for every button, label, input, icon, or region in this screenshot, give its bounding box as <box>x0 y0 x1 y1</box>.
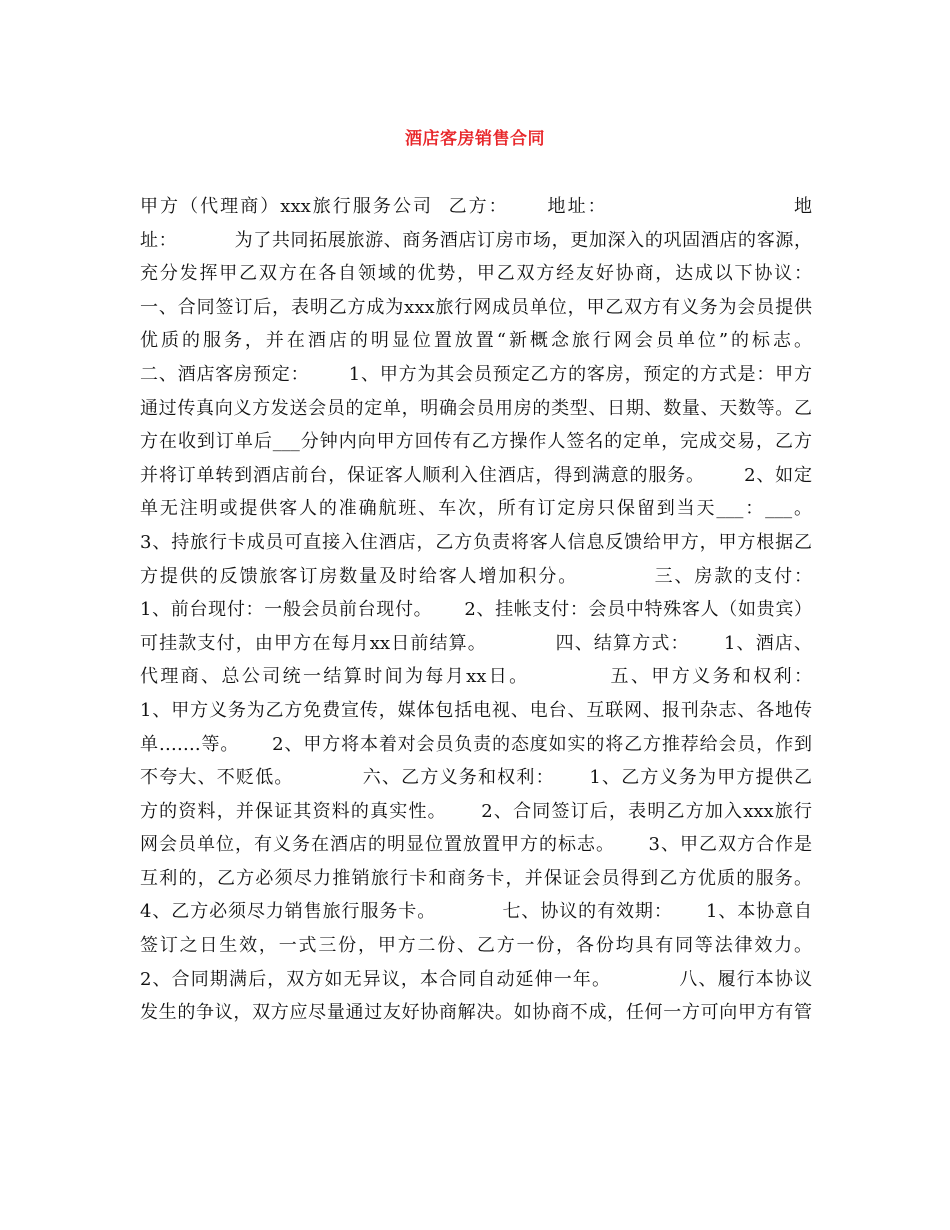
body-line: 代理商、总公司统一结算时间为每月xx日。 五、甲方义务和权利： <box>140 666 812 688</box>
body-line: 1、甲方义务为乙方免费宣传，媒体包括电视、电台、互联网、报刊杂志、各地传 <box>140 699 812 721</box>
body-line: 二、酒店客房预定： 1、甲方为其会员预定乙方的客房，预定的方式是：甲方 <box>140 363 812 385</box>
body-line: 互利的，乙方必须尽力推销旅行卡和商务卡，并保证会员得到乙方优质的服务。 <box>140 867 812 889</box>
body-line: 可挂款支付，由甲方在每月xx日前结算。 四、结算方式： 1、酒店、 <box>140 632 812 654</box>
body-line: 一、合同签订后，表明乙方成为xxx旅行网成员单位，甲乙双方有义务为会员提供 <box>140 296 812 318</box>
body-line: 3、持旅行卡成员可直接入住酒店，乙方负责将客人信息反馈给甲方，甲方根据乙 <box>140 531 812 553</box>
body-line: 4、乙方必须尽力销售旅行服务卡。 七、协议的有效期： 1、本协意自 <box>140 901 812 923</box>
body-line: 方的资料，并保证其资料的真实性。 2、合同签订后，表明乙方加入xxx旅行 <box>140 800 812 822</box>
body-line: 单…….等。 2、甲方将本着对会员负责的态度如实的将乙方推荐给会员，作到 <box>140 733 812 755</box>
body-line: 址： 为了共同拓展旅游、商务酒店订房市场，更加深入的巩固酒店的客源， <box>140 229 812 251</box>
body-line: 单无注明或提供客人的准确航班、车次，所有订定房只保留到当天___：___。 <box>140 498 812 520</box>
body-line: 通过传真向义方发送会员的定单，明确会员用房的类型、日期、数量、天数等。乙 <box>140 397 812 419</box>
body-line: 甲方（代理商）xxx旅行服务公司 乙方： 地址： 地 <box>140 196 812 217</box>
body-line: 网会员单位，有义务在酒店的明显位置放置甲方的标志。 3、甲乙双方合作是 <box>140 834 812 856</box>
body-line: 并将订单转到酒店前台，保证客人顺利入住酒店，得到满意的服务。 2、如定 <box>140 464 812 486</box>
body-line: 方在收到订单后___分钟内向甲方回传有乙方操作人签名的定单，完成交易，乙方 <box>140 431 812 453</box>
document-title: 酒店客房销售合同 <box>405 129 545 149</box>
body-line: 1、前台现付：一般会员前台现付。 2、挂帐支付：会员中特殊客人（如贵宾） <box>140 599 812 621</box>
body-line: 优质的服务，并在酒店的明显位置放置“新概念旅行网会员单位”的标志。 <box>140 330 812 352</box>
body-line: 发生的争议，双方应尽量通过友好协商解决。如协商不成，任何一方可向甲方有管 <box>140 1002 812 1024</box>
body-line: 2、合同期满后，双方如无异议，本合同自动延伸一年。 八、履行本协议 <box>140 968 812 990</box>
body-line: 充分发挥甲乙双方在各自领域的优势，甲乙双方经友好协商，达成以下协议： <box>140 263 812 285</box>
body-line: 不夸大、不贬低。 六、乙方义务和权利： 1、乙方义务为甲方提供乙 <box>140 767 812 789</box>
document-body <box>140 190 812 1030</box>
body-line: 方提供的反馈旅客订房数量及时给客人增加积分。 三、房款的支付： <box>140 565 812 587</box>
body-line: 签订之日生效，一式三份，甲方二份、乙方一份，各份均具有同等法律效力。 <box>140 935 812 957</box>
